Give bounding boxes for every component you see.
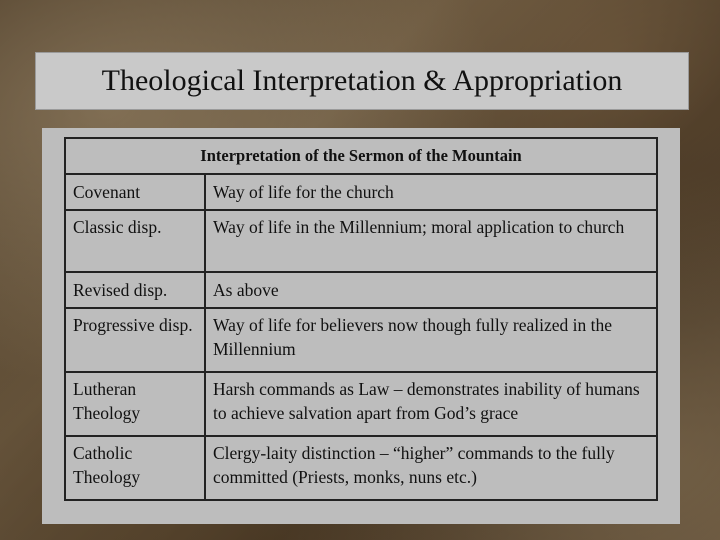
interpretation-table bbox=[64, 137, 658, 501]
table-row bbox=[65, 372, 657, 436]
slide-title-bar bbox=[35, 52, 689, 110]
tradition-cell: Lutheran Theology bbox=[65, 372, 205, 436]
table-row bbox=[65, 308, 657, 372]
table-header-row bbox=[65, 138, 657, 174]
tradition-cell: Catholic Theology bbox=[65, 436, 205, 500]
interpretation-cell: As above bbox=[205, 272, 657, 308]
tradition-cell: Revised disp. bbox=[65, 272, 205, 308]
tradition-cell: Progressive disp. bbox=[65, 308, 205, 372]
table-row bbox=[65, 272, 657, 308]
interpretation-cell: Clergy-laity distinction – “higher” commands to the fully committed (Priests, monks, nuns etc.) bbox=[205, 436, 657, 500]
interpretation-cell: Way of life for believers now though fully realized in the Millennium bbox=[205, 308, 657, 372]
table-row bbox=[65, 174, 657, 210]
tradition-cell: Covenant bbox=[65, 174, 205, 210]
interpretation-cell: Way of life for the church bbox=[205, 174, 657, 210]
interpretation-cell: Way of life in the Millennium; moral application to church bbox=[205, 210, 657, 272]
table-row bbox=[65, 436, 657, 500]
tradition-cell: Classic disp. bbox=[65, 210, 205, 272]
slide-title: Theological Interpretation & Appropriation bbox=[101, 64, 623, 97]
interpretation-cell: Harsh commands as Law – demonstrates inability of humans to achieve salvation apart from God’s grace bbox=[205, 372, 657, 436]
table-row bbox=[65, 210, 657, 272]
table-header: Interpretation of the Sermon of the Mountain bbox=[65, 138, 657, 174]
